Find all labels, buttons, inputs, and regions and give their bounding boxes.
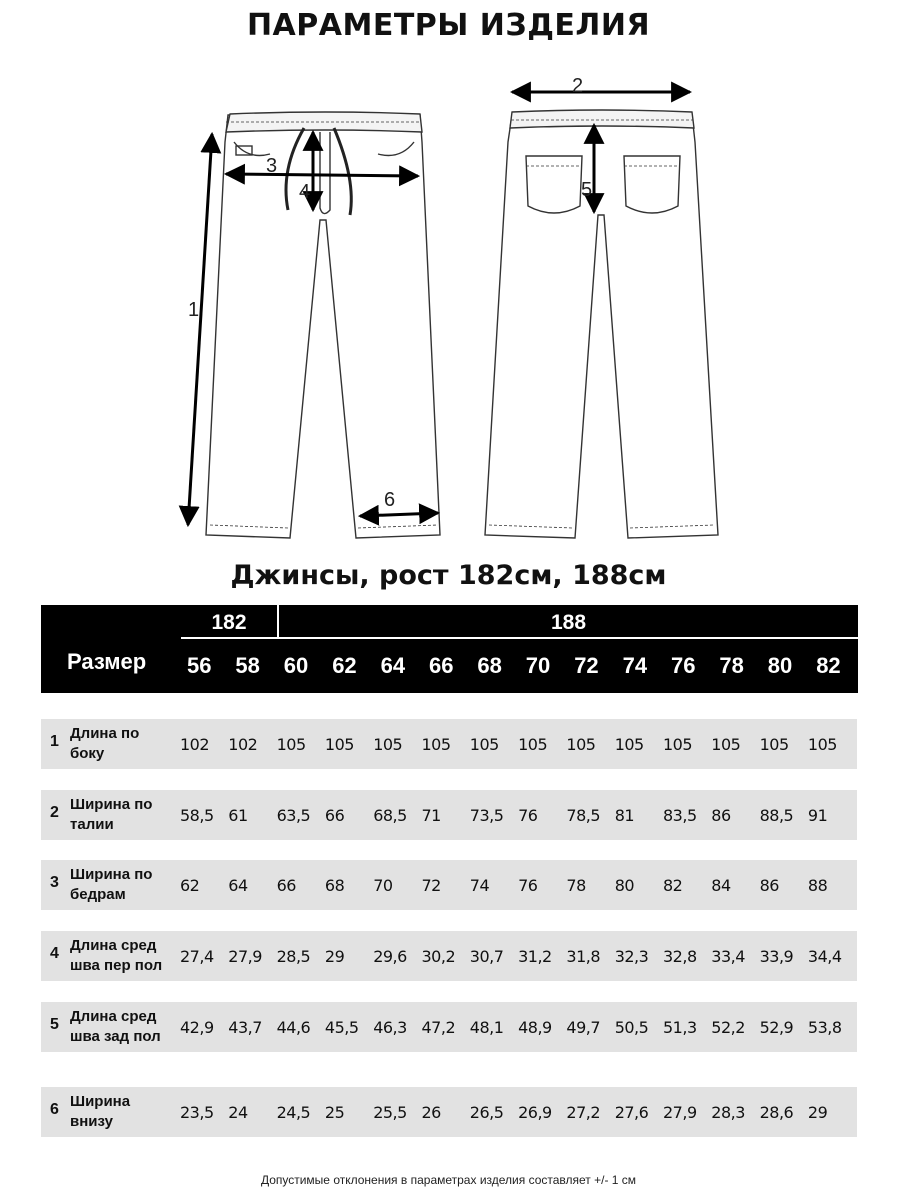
- measure-label-2: 2: [572, 75, 584, 97]
- cell-value: 31,2: [518, 947, 552, 966]
- size-78: 78: [719, 653, 744, 678]
- size-56: 56: [187, 653, 212, 678]
- cell-value: 105: [373, 735, 403, 754]
- jeans-measurement-diagram: [170, 70, 730, 550]
- cell-value: 52,2: [711, 1018, 745, 1037]
- tolerance-note: Допустимые отклонения в параметрах изделия составляет +/- 1 см: [260, 1173, 637, 1187]
- cell-value: 29: [807, 1103, 828, 1122]
- cell-value: 72: [421, 876, 441, 895]
- cell-value: 88: [807, 876, 828, 895]
- cell-value: 48,9: [518, 1018, 552, 1037]
- cell-value: 27,2: [566, 1103, 601, 1122]
- cell-value: 28,3: [711, 1103, 745, 1122]
- cell-value: 47,2: [421, 1018, 456, 1037]
- size-68: 68: [477, 653, 502, 678]
- cell-value: 43,7: [228, 1018, 262, 1037]
- cell-value: 64: [228, 876, 248, 895]
- row-label: [70, 795, 180, 835]
- cell-value: 33,4: [711, 947, 745, 966]
- cell-value: 52,9: [759, 1018, 794, 1037]
- product-subtitle: Джинсы, рост 182см, 188см: [230, 560, 667, 591]
- cell-value: 82: [663, 876, 683, 895]
- size-58: 58: [235, 653, 260, 678]
- row-number: 1: [50, 733, 59, 750]
- cell-value: 86: [759, 876, 779, 895]
- size-82: 82: [816, 653, 841, 678]
- row-label: [70, 936, 180, 976]
- cell-value: 105: [276, 735, 306, 754]
- measure-label-4: 4: [299, 181, 311, 203]
- cell-value: 25,5: [373, 1103, 407, 1122]
- cell-value: 83,5: [663, 806, 697, 825]
- row-number: 3: [50, 874, 59, 891]
- cell-value: 27,6: [614, 1103, 649, 1122]
- cell-value: 23,5: [180, 1103, 214, 1122]
- row-label-line: шва зад пол: [70, 1028, 161, 1045]
- table-row: [41, 860, 857, 910]
- cell-value: 102: [180, 735, 210, 754]
- row-label: [70, 724, 180, 764]
- cell-value: 42,9: [180, 1018, 214, 1037]
- cell-value: 62: [180, 876, 200, 895]
- cell-value: 46,3: [373, 1018, 407, 1037]
- cell-value: 102: [228, 735, 258, 754]
- table-row: [41, 931, 857, 981]
- cell-value: 50,5: [614, 1018, 649, 1037]
- cell-value: 29: [324, 947, 345, 966]
- cell-value: 78,5: [566, 806, 601, 825]
- row-label-line: Ширина по: [70, 866, 153, 883]
- cell-value: 58,5: [180, 806, 214, 825]
- cell-value: 86: [711, 806, 731, 825]
- measure-label-1: 1: [188, 299, 200, 321]
- cell-value: 91: [807, 806, 828, 825]
- row-label-line: Длина по: [70, 725, 140, 742]
- cell-value: 26,5: [469, 1103, 504, 1122]
- cell-value: 26,9: [518, 1103, 552, 1122]
- cell-value: 30,2: [421, 947, 456, 966]
- cell-value: 31,8: [566, 947, 601, 966]
- cell-value: 66: [324, 806, 345, 825]
- cell-value: 27,4: [180, 947, 214, 966]
- cell-value: 33,9: [759, 947, 794, 966]
- cell-value: 34,4: [807, 947, 842, 966]
- cell-value: 30,7: [469, 947, 504, 966]
- row-number: 6: [50, 1101, 59, 1118]
- row-label-line: боку: [70, 745, 105, 762]
- table-row: [41, 1087, 857, 1137]
- row-label-line: внизу: [70, 1113, 113, 1130]
- cell-value: 81: [614, 806, 635, 825]
- table-row: [41, 1002, 857, 1052]
- row-label-line: Ширина по: [70, 796, 153, 813]
- table-row: [41, 719, 857, 769]
- row-number: 4: [50, 945, 59, 962]
- row-label: [70, 865, 180, 905]
- jeans-back-view: [485, 110, 718, 538]
- row-label-line: Длина сред: [70, 1008, 157, 1025]
- row-label-line: талии: [70, 816, 114, 833]
- cell-value: 44,6: [276, 1018, 311, 1037]
- cell-value: 78: [566, 876, 586, 895]
- cell-value: 53,8: [807, 1018, 842, 1037]
- size-80: 80: [767, 653, 793, 678]
- cell-value: 70: [373, 876, 393, 895]
- cell-value: 49,7: [566, 1018, 601, 1037]
- cell-value: 32,3: [614, 947, 649, 966]
- size-64: 64: [380, 653, 406, 678]
- height-group-182: 182: [211, 611, 247, 634]
- cell-value: 105: [324, 735, 354, 754]
- cell-value: 105: [614, 735, 644, 754]
- cell-value: 105: [566, 735, 596, 754]
- cell-value: 26: [421, 1103, 441, 1122]
- cell-value: 105: [759, 735, 789, 754]
- size-74: 74: [622, 653, 648, 678]
- cell-value: 29,6: [373, 947, 407, 966]
- size-70: 70: [525, 653, 551, 678]
- cell-value: 105: [469, 735, 499, 754]
- row-label: [70, 1007, 180, 1047]
- cell-value: 28,5: [276, 947, 311, 966]
- cell-value: 45,5: [324, 1018, 359, 1037]
- row-label-line: Ширина: [70, 1093, 131, 1110]
- size-62: 62: [332, 653, 357, 678]
- size-list: [181, 653, 858, 683]
- cell-value: 84: [711, 876, 731, 895]
- cell-value: 71: [421, 806, 441, 825]
- page-title: ПАРАМЕТРЫ ИЗДЕЛИЯ: [246, 8, 651, 43]
- cell-value: 73,5: [469, 806, 504, 825]
- cell-value: 105: [518, 735, 548, 754]
- height-group-188: 188: [550, 611, 587, 634]
- row-label: [70, 1092, 180, 1132]
- cell-value: 105: [711, 735, 741, 754]
- cell-value: 48,1: [469, 1018, 504, 1037]
- cell-value: 74: [469, 876, 490, 895]
- size-66: 66: [429, 653, 454, 678]
- row-number: 5: [50, 1016, 59, 1033]
- cell-value: 76: [518, 806, 538, 825]
- cell-value: 28,6: [759, 1103, 794, 1122]
- cell-value: 80: [614, 876, 635, 895]
- measure-label-5: 5: [581, 179, 593, 201]
- cell-value: 27,9: [663, 1103, 697, 1122]
- size-table-header: [41, 605, 858, 693]
- size-column-label: Размер: [67, 649, 147, 674]
- measure-label-6: 6: [384, 489, 396, 511]
- cell-value: 68: [324, 876, 345, 895]
- cell-value: 61: [228, 806, 248, 825]
- cell-value: 105: [807, 735, 837, 754]
- measure-label-3: 3: [266, 155, 278, 177]
- cell-value: 105: [663, 735, 693, 754]
- cell-value: 24: [228, 1103, 248, 1122]
- row-number: 2: [50, 804, 59, 821]
- cell-value: 63,5: [276, 806, 311, 825]
- cell-value: 24,5: [276, 1103, 311, 1122]
- cell-value: 88,5: [759, 806, 794, 825]
- row-label-line: шва пер пол: [70, 957, 163, 974]
- group-underline: [181, 637, 858, 639]
- cell-value: 66: [276, 876, 296, 895]
- size-72: 72: [574, 653, 599, 678]
- cell-value: 27,9: [228, 947, 262, 966]
- cell-value: 68,5: [373, 806, 407, 825]
- row-label-line: бедрам: [70, 886, 126, 903]
- cell-value: 76: [518, 876, 538, 895]
- row-label-line: Длина сред: [70, 937, 157, 954]
- cell-value: 51,3: [663, 1018, 697, 1037]
- size-76: 76: [671, 653, 696, 678]
- table-row: [41, 790, 857, 840]
- cell-value: 32,8: [663, 947, 697, 966]
- cell-value: 105: [421, 735, 451, 754]
- cell-value: 25: [324, 1103, 345, 1122]
- size-60: 60: [283, 653, 309, 678]
